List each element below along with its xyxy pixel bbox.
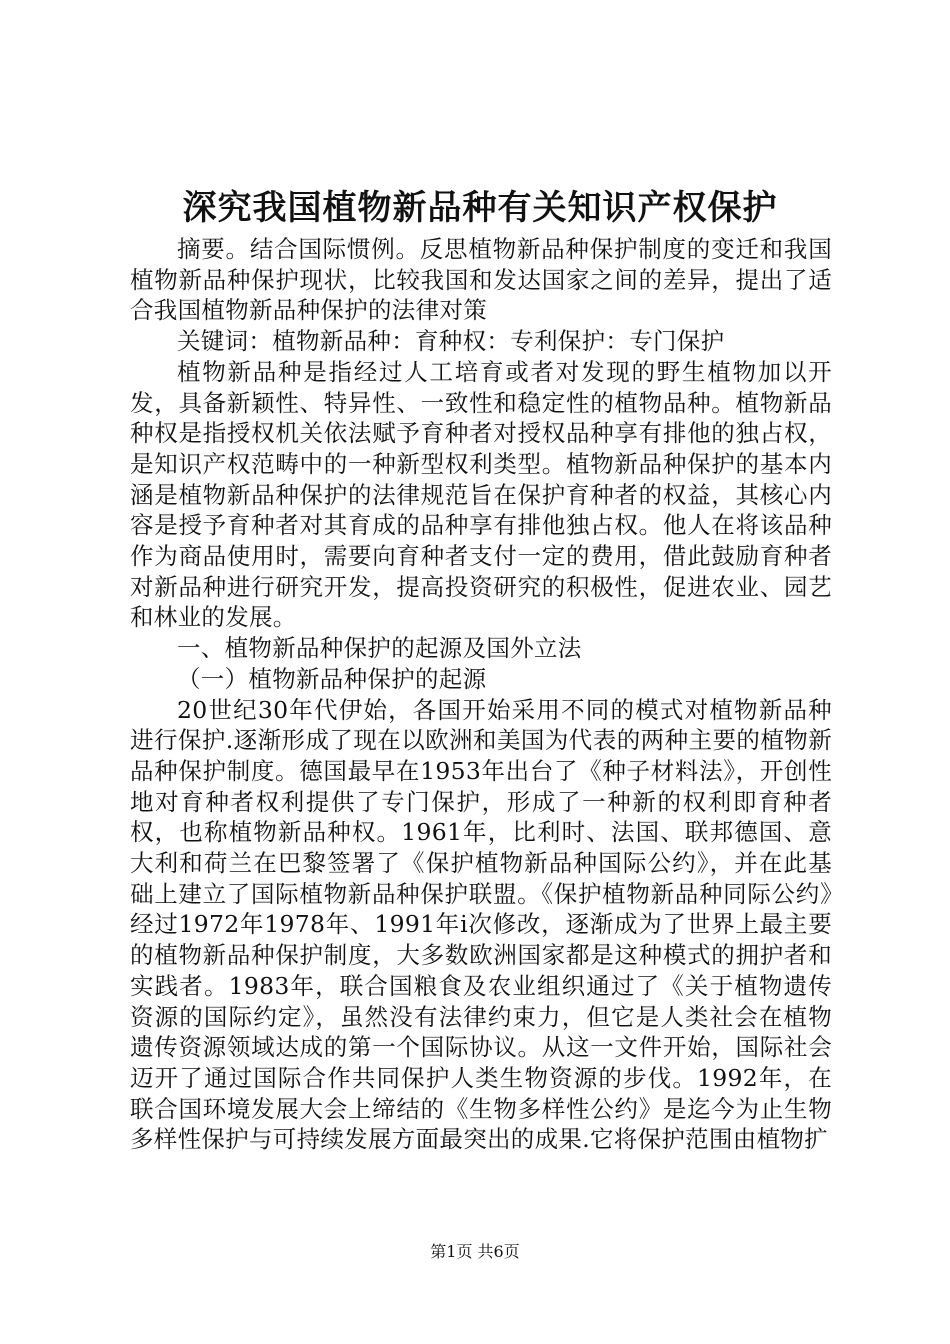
body-paragraph: 植物新品种是指经过人工培育或者对发现的野生植物加以开发，具备新颖性、特异性、一致性和稳定性的植物品种。植物新品种权是指授权机关依法赋予育种者对授权品种享有排他的独占权，是知识产权范畴中的一种新型权利类型。植物新品种保护的基本内涵是植物新品种保护的法律规范旨在保护育种者的权益，其核心内容是授予育种者对其育成的品种享有排他独占权。他人在将该品种作为商品使用时，需要向育种者支付一定的费用，借此鼓励育种者对新品种进行研究开发，提高投资研究的积极性，促进农业、园艺和林业的发展。 (130, 357, 832, 632)
document-body (130, 234, 832, 1155)
body-paragraph: 20世纪30年代伊始，各国开始采用不同的模式对植物新品种进行保护.逐渐形成了现在以欧洲和美国为代表的两种主要的植物新品种保护制度。德国最早在1953年出台了《种子材料法》，开创性地对育种者权利提供了专门保护，形成了一种新的权利即育种者权，也称植物新品种权。1961年，比利时、法国、联邦德国、意大利和荷兰在巴黎签署了《保护植物新品种国际公约》，并在此基础上建立了国际植物新品种保护联盟。《保护植物新品种同际公约》经过1972年1978年、1991年i次修改，逐渐成为了世界上最主要的植物新品种保护制度，大多数欧洲国家都是这种模式的拥护者和实践者。1983年，联合国粮食及农业组织通过了《关于植物遗传资源的国际约定》，虽然没有法律约束力，但它是人类社会在植物遗传资源领域达成的第一个国际协议。从这一文件开始，国际社会迈开了通过国际合作共同保护人类生物资源的步伐。1992年，在联合国环境发展大会上缔结的《生物多样性公约》是迄今为止生物多样性保护与可持续发展方面最突出的成果.它将保护范围由植物扩 (130, 695, 832, 1154)
keywords-paragraph: 关键词：植物新品种：育种权：专利保护：专门保护 (177, 327, 725, 356)
subsection-heading: （一）植物新品种保护的起源 (177, 664, 487, 693)
section-heading: 一、植物新品种保护的起源及国外立法 (177, 634, 582, 663)
abstract-paragraph: 摘要。结合国际惯例。反思植物新品种保护制度的变迁和我国植物新品种保护现状，比较我国和发达国家之间的差异，提出了适合我国植物新品种保护的法律对策 (130, 235, 832, 325)
document-title: 深究我国植物新品种有关知识产权保护 (182, 188, 778, 228)
page-footer: 第1页 共6页 (430, 1242, 520, 1261)
